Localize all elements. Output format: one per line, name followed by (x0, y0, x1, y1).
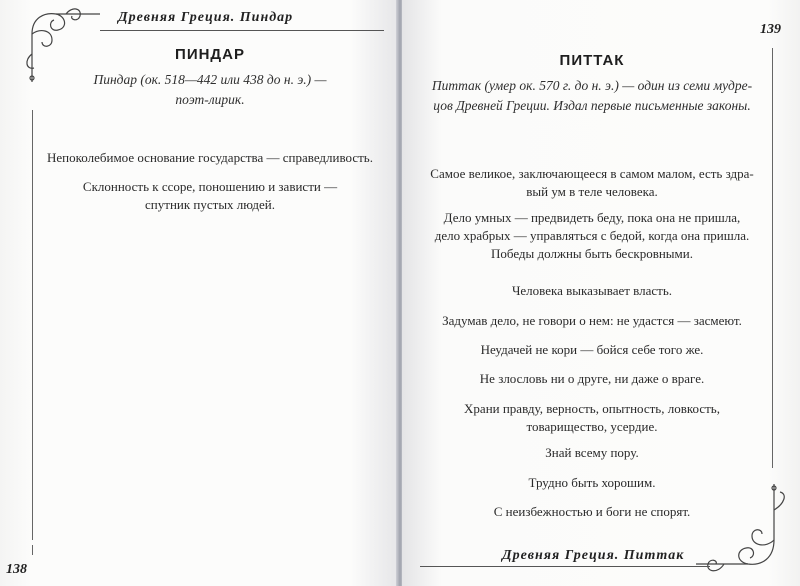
left-page (0, 0, 398, 586)
margin-line-left-bottom (32, 545, 33, 555)
quote-1: Непоколебимое основание государства — справедливость. (47, 150, 373, 165)
margin-line-right (772, 48, 773, 468)
quote-2: Склонность к ссоре, поношению и зависти — спутник пустых людей. (82, 179, 338, 212)
author-title-pindar: ПИНДАР (175, 46, 245, 63)
quote-6: Не злословь ни о друге, ни даже о враге. (479, 371, 705, 386)
page-number-left: 138 (6, 562, 27, 577)
quote-7: Храни правду, верность, опытность, ловкость, товарищество, усердие. (464, 401, 720, 434)
quote-2: Дело умных — предвидеть беду, пока она не пришла, дело храбрых — управляться с бедой, когда она пришла. Победы должны быть бескровными. (434, 210, 750, 261)
margin-line-left (32, 110, 33, 540)
quote-5: Неудачей не кори — бойся себе того же. (480, 342, 704, 357)
author-bio-pittacus: Питтак (умер ок. 570 г. до н. э.) — один из семи мудре- цов Древней Греции. Издал первые письменные законы. (431, 78, 753, 113)
page-number-right: 139 (760, 22, 781, 37)
footer-rule-right (420, 566, 710, 567)
author-title-pittacus: ПИТТАК (559, 52, 625, 69)
quote-1: Самое великое, заключающееся в самом малом, есть здра- вый ум в теле человека. (430, 166, 754, 199)
right-page (402, 0, 800, 586)
quote-3: Человека выказывает власть. (511, 283, 673, 298)
running-head-right: Древняя Греция. Питтак (502, 548, 685, 563)
author-bio-pindar: Пиндар (ок. 518—442 или 438 до н. э.) — поэт-лирик. (93, 72, 327, 107)
corner-ornament-bottom-right (694, 480, 794, 580)
header-rule-left (100, 30, 384, 31)
quote-4: Задумав дело, не говори о нем: не удастся — засмеют. (442, 313, 742, 328)
quote-8: Знай всему пору. (545, 445, 639, 460)
quote-10: С неизбежностью и боги не спорят. (493, 504, 691, 519)
running-head-left: Древняя Греция. Пиндар (118, 10, 294, 25)
quote-9: Трудно быть хорошим. (528, 475, 656, 490)
